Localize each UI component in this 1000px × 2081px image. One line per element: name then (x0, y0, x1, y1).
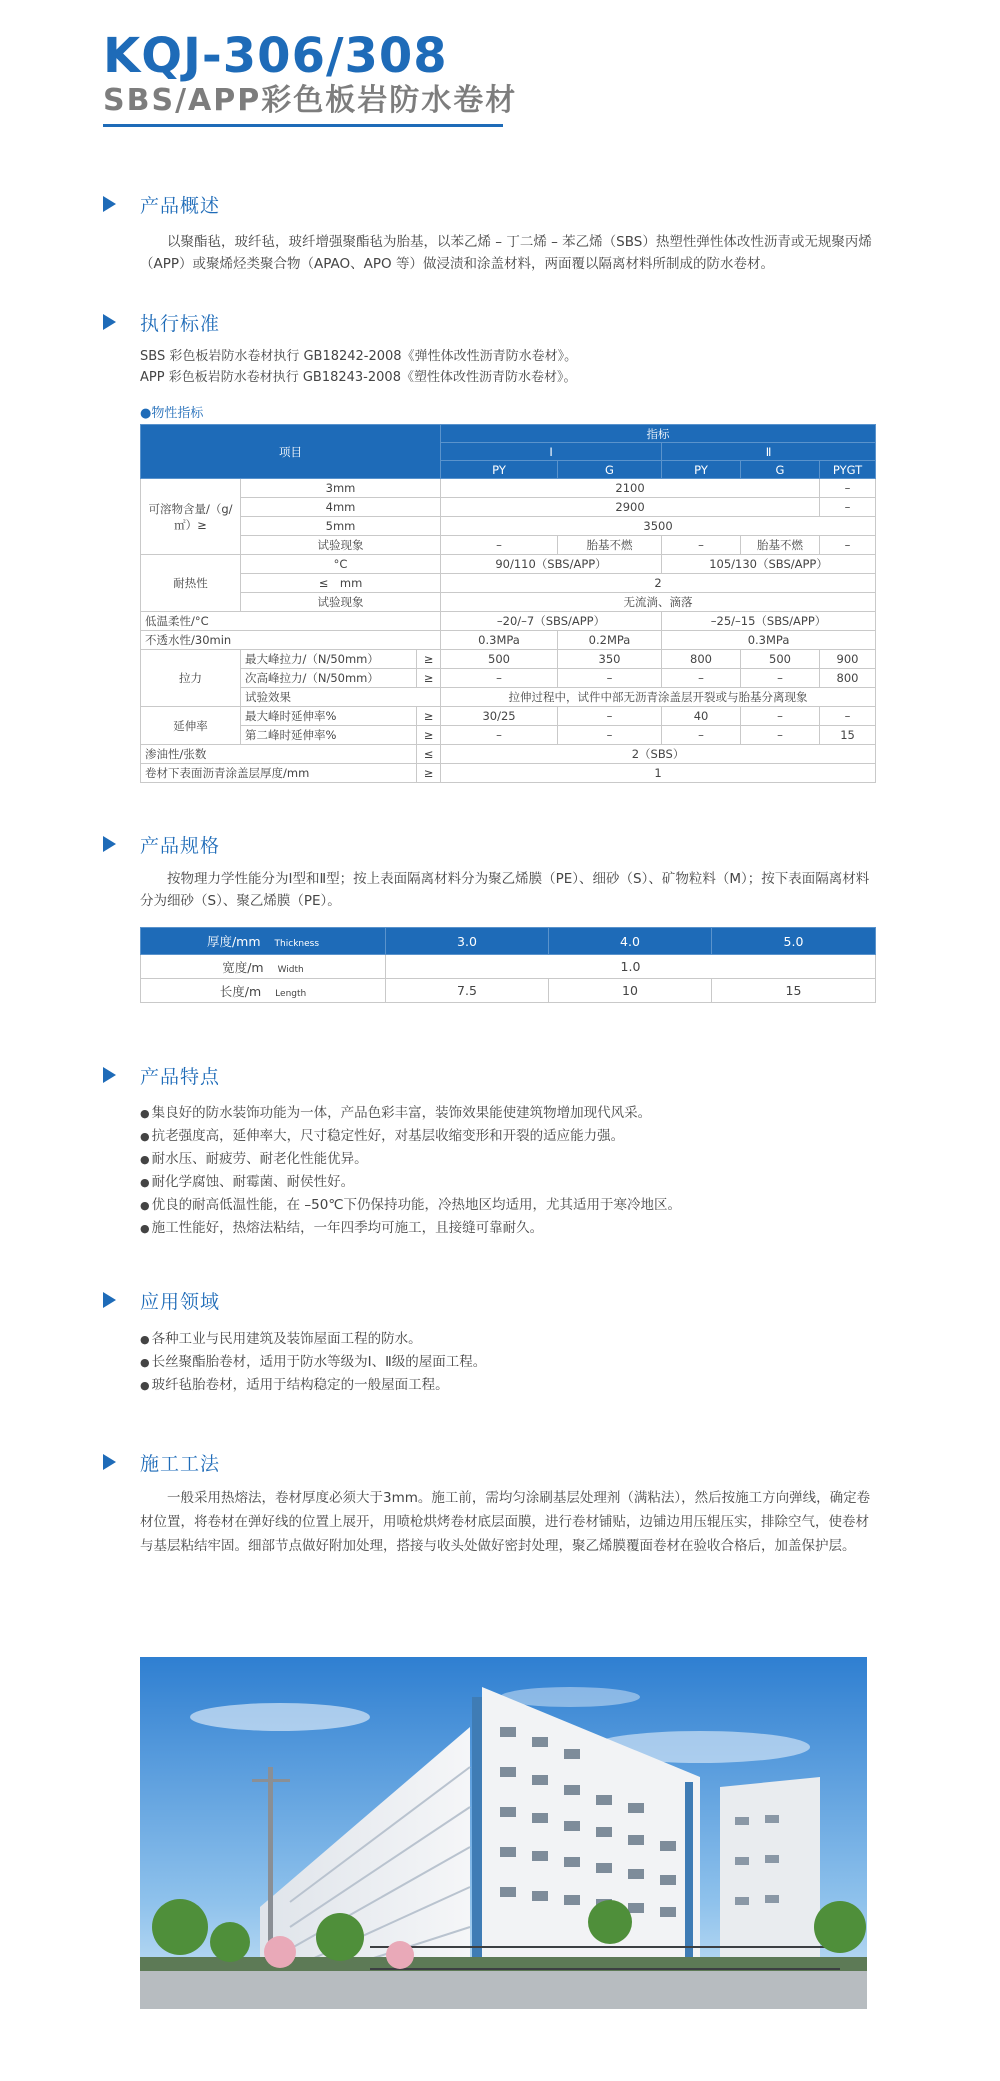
row-label: 卷材下表面沥青涂盖层厚度/mm (141, 764, 417, 783)
ge-symbol: ≥ (417, 669, 441, 688)
construction-text (140, 1486, 875, 1558)
cell-value: 2 (441, 574, 876, 593)
sub-label: 试验效果 (241, 688, 441, 707)
cell-value: – (558, 707, 662, 726)
header-py: PY (441, 461, 558, 479)
header-py: PY (662, 461, 741, 479)
sub-label: 试验现象 (241, 536, 441, 555)
header-item: 项目 (141, 425, 441, 479)
le-symbol: ≤ (417, 745, 441, 764)
triangle-bullet-icon (103, 836, 116, 852)
row-label: 低温柔性/°C (141, 612, 441, 631)
thickness-label-cell (141, 928, 386, 955)
cell-value: 800 (820, 669, 876, 688)
list-item: ● 抗老强度高，延伸率大，尺寸稳定性好，对基层收缩变形和开裂的适应能力强。 (140, 1125, 681, 1148)
cell-value: 2900 (441, 498, 820, 517)
building-photo (140, 1657, 867, 2009)
section-title: 应用领域 (140, 1290, 221, 1313)
header-type-I: Ⅰ (441, 443, 662, 461)
sub-label: 最大峰拉力/（N/50mm） (241, 650, 417, 669)
list-item: ● 集良好的防水装饰功能为一体，产品色彩丰富，装饰效果能使建筑物增加现代风采。 (140, 1102, 681, 1125)
cell-value: –20/–7（SBS/APP） (441, 612, 662, 631)
length-en: Length (275, 988, 307, 999)
thickness-label: 厚度/mm (206, 934, 261, 949)
section-construction-header (103, 1450, 220, 1474)
cell-value: 30/25 (441, 707, 558, 726)
cell-value: 40 (662, 707, 741, 726)
cell-value: 3500 (441, 517, 876, 536)
list-item: ● 长丝聚酯胎卷材，适用于防水等级为Ⅰ、Ⅱ级的屋面工程。 (140, 1351, 486, 1374)
cell-value: 500 (441, 650, 558, 669)
row-label: 拉力 (141, 650, 241, 707)
cell-value: – (558, 726, 662, 745)
cell-value: – (441, 726, 558, 745)
overview-text (140, 231, 875, 275)
thickness-value: 5.0 (712, 928, 876, 955)
row-label: 不透水性/30min (141, 631, 441, 650)
sub-label: 最大峰时延伸率% (241, 707, 417, 726)
length-label-cell (141, 979, 386, 1003)
size-table (140, 927, 876, 1003)
length-label: 长度/m (219, 983, 262, 999)
length-value: 7.5 (386, 979, 549, 1003)
section-overview-header (103, 192, 220, 216)
sub-label: °C (241, 555, 441, 574)
length-value: 10 (549, 979, 712, 1003)
sub-label: 4mm (241, 498, 441, 517)
thickness-value: 3.0 (386, 928, 549, 955)
cell-value: – (741, 707, 820, 726)
overview-paragraph: 以聚酯毡，玻纤毡，玻纤增强聚酯毡为胎基，以苯乙烯 – 丁二烯 – 苯乙烯（SBS）热塑性弹性体改性沥青或无规聚丙烯（APP）或聚烯烃类聚合物（APAO、APO 等）做浸渍和涂盖材料，两面覆以隔离材料所制成的防水卷材。 (140, 234, 872, 272)
header-index: 指标 (441, 425, 876, 443)
cell-value: 2（SBS） (441, 745, 876, 764)
construction-paragraph: 一般采用热熔法，卷材厚度必须大于3mm。施工前，需均匀涂刷基层处理剂（满粘法），然后按施工方向弹线，确定卷材位置，将卷材在弹好线的位置上展开，用喷枪烘烤卷材底层面膜，进行卷材铺贴，边铺边用压辊压实，排除空气，使卷材与基层粘结牢固。细部节点做好附加处理，搭接与收头处做好密封处理，聚乙烯膜覆面卷材在验收合格后，加盖保护层。 (140, 1490, 871, 1554)
section-title: 产品规格 (140, 834, 221, 857)
thickness-value: 4.0 (549, 928, 712, 955)
section-title: 产品概述 (140, 194, 221, 217)
cell-value: – (820, 536, 876, 555)
cell-value: 900 (820, 650, 876, 669)
list-item: ● 施工性能好，热熔法粘结，一年四季均可施工，且接缝可靠耐久。 (140, 1217, 681, 1240)
ge-symbol: ≥ (417, 726, 441, 745)
sub-label: 第二峰时延伸率% (241, 726, 417, 745)
ge-symbol: ≥ (417, 764, 441, 783)
cell-value: 105/130（SBS/APP） (662, 555, 876, 574)
list-item: ● 耐水压、耐疲劳、耐老化性能优异。 (140, 1148, 681, 1171)
ge-symbol: ≥ (417, 650, 441, 669)
width-label: 宽度/m (222, 959, 264, 975)
application-list (140, 1328, 486, 1397)
section-spec-header (103, 832, 220, 856)
section-title: 产品特点 (140, 1065, 221, 1088)
cell-value: – (662, 726, 741, 745)
list-item: ● 各种工业与民用建筑及装饰屋面工程的防水。 (140, 1328, 486, 1351)
list-item: ● 优良的耐高低温性能，在 –50℃下仍保持功能，冷热地区均适用，尤其适用于寒冷地区。 (140, 1194, 681, 1217)
triangle-bullet-icon (103, 1454, 116, 1470)
spec-paragraph: 按物理力学性能分为Ⅰ型和Ⅱ型；按上表面隔离材料分为聚乙烯膜（PE）、细砂（S）、矿物粒料（M）；按下表面隔离材料分为细砂（S）、聚乙烯膜（PE）。 (140, 871, 870, 909)
cell-value: – (662, 669, 741, 688)
list-item: ● 玻纤毡胎卷材，适用于结构稳定的一般屋面工程。 (140, 1374, 486, 1397)
width-label-cell (141, 955, 386, 979)
title-underline (103, 124, 503, 127)
cell-value: – (441, 669, 558, 688)
cell-value: 胎基不燃 (741, 536, 820, 555)
cell-value: – (820, 479, 876, 498)
cell-value: – (558, 669, 662, 688)
header-pygt: PYGT (820, 461, 876, 479)
cell-value: – (441, 536, 558, 555)
cell-value: –25/–15（SBS/APP） (662, 612, 876, 631)
cell-value: – (820, 498, 876, 517)
section-application-header (103, 1288, 220, 1312)
page-title: KQJ-306/308 (103, 28, 448, 84)
sub-label: 3mm (241, 479, 441, 498)
row-label: 延伸率 (141, 707, 241, 745)
cell-value: 1 (441, 764, 876, 783)
cell-value: – (662, 536, 741, 555)
section-features-header (103, 1063, 220, 1087)
triangle-bullet-icon (103, 1292, 116, 1308)
cell-value: – (741, 726, 820, 745)
cell-value: 90/110（SBS/APP） (441, 555, 662, 574)
ge-symbol: ≥ (417, 707, 441, 726)
sub-label: 5mm (241, 517, 441, 536)
list-item: ● 耐化学腐蚀、耐霉菌、耐侯性好。 (140, 1171, 681, 1194)
header-g: G (558, 461, 662, 479)
cell-value: 0.3MPa (441, 631, 558, 650)
sub-label: 试验现象 (241, 593, 441, 612)
cell-value: – (820, 707, 876, 726)
spec-text (140, 868, 875, 912)
cell-value: 0.3MPa (662, 631, 876, 650)
sub-label: ≤ mm (241, 574, 441, 593)
row-label: 耐热性 (141, 555, 241, 612)
page-subtitle: SBS/APP彩色板岩防水卷材 (103, 83, 518, 118)
cell-value: 15 (820, 726, 876, 745)
section-standard-header (103, 310, 220, 334)
section-title: 施工工法 (140, 1452, 221, 1475)
table-label: ●物性指标 (140, 406, 204, 421)
cell-value: 350 (558, 650, 662, 669)
cell-value: – (741, 669, 820, 688)
header-type-II: Ⅱ (662, 443, 876, 461)
standard-line: SBS 彩色板岩防水卷材执行 GB18242-2008《弹性体改性沥青防水卷材》。 (140, 349, 578, 364)
width-en: Width (277, 964, 304, 975)
triangle-bullet-icon (103, 196, 116, 212)
cell-value: 500 (741, 650, 820, 669)
width-value: 1.0 (386, 955, 876, 979)
physical-properties-table (140, 424, 876, 783)
cell-value: 2100 (441, 479, 820, 498)
standard-line: APP 彩色板岩防水卷材执行 GB18243-2008《塑性体改性沥青防水卷材》。 (140, 370, 577, 385)
cell-value: 拉伸过程中，试件中部无沥青涂盖层开裂或与胎基分离现象 (441, 688, 876, 707)
row-label: 渗油性/张数 (141, 745, 417, 764)
cell-value: 0.2MPa (558, 631, 662, 650)
cell-value: 800 (662, 650, 741, 669)
cell-value: 无流淌、滴落 (441, 593, 876, 612)
triangle-bullet-icon (103, 314, 116, 330)
thickness-en: Thickness (274, 939, 320, 949)
standard-lines (140, 346, 577, 388)
sub-label: 次高峰拉力/（N/50mm） (241, 669, 417, 688)
row-label: 可溶物含量/（g/㎡）≥ (141, 479, 241, 555)
features-list (140, 1102, 681, 1240)
section-title: 执行标准 (140, 312, 221, 335)
length-value: 15 (712, 979, 876, 1003)
header-g: G (741, 461, 820, 479)
triangle-bullet-icon (103, 1067, 116, 1083)
cell-value: 胎基不燃 (558, 536, 662, 555)
